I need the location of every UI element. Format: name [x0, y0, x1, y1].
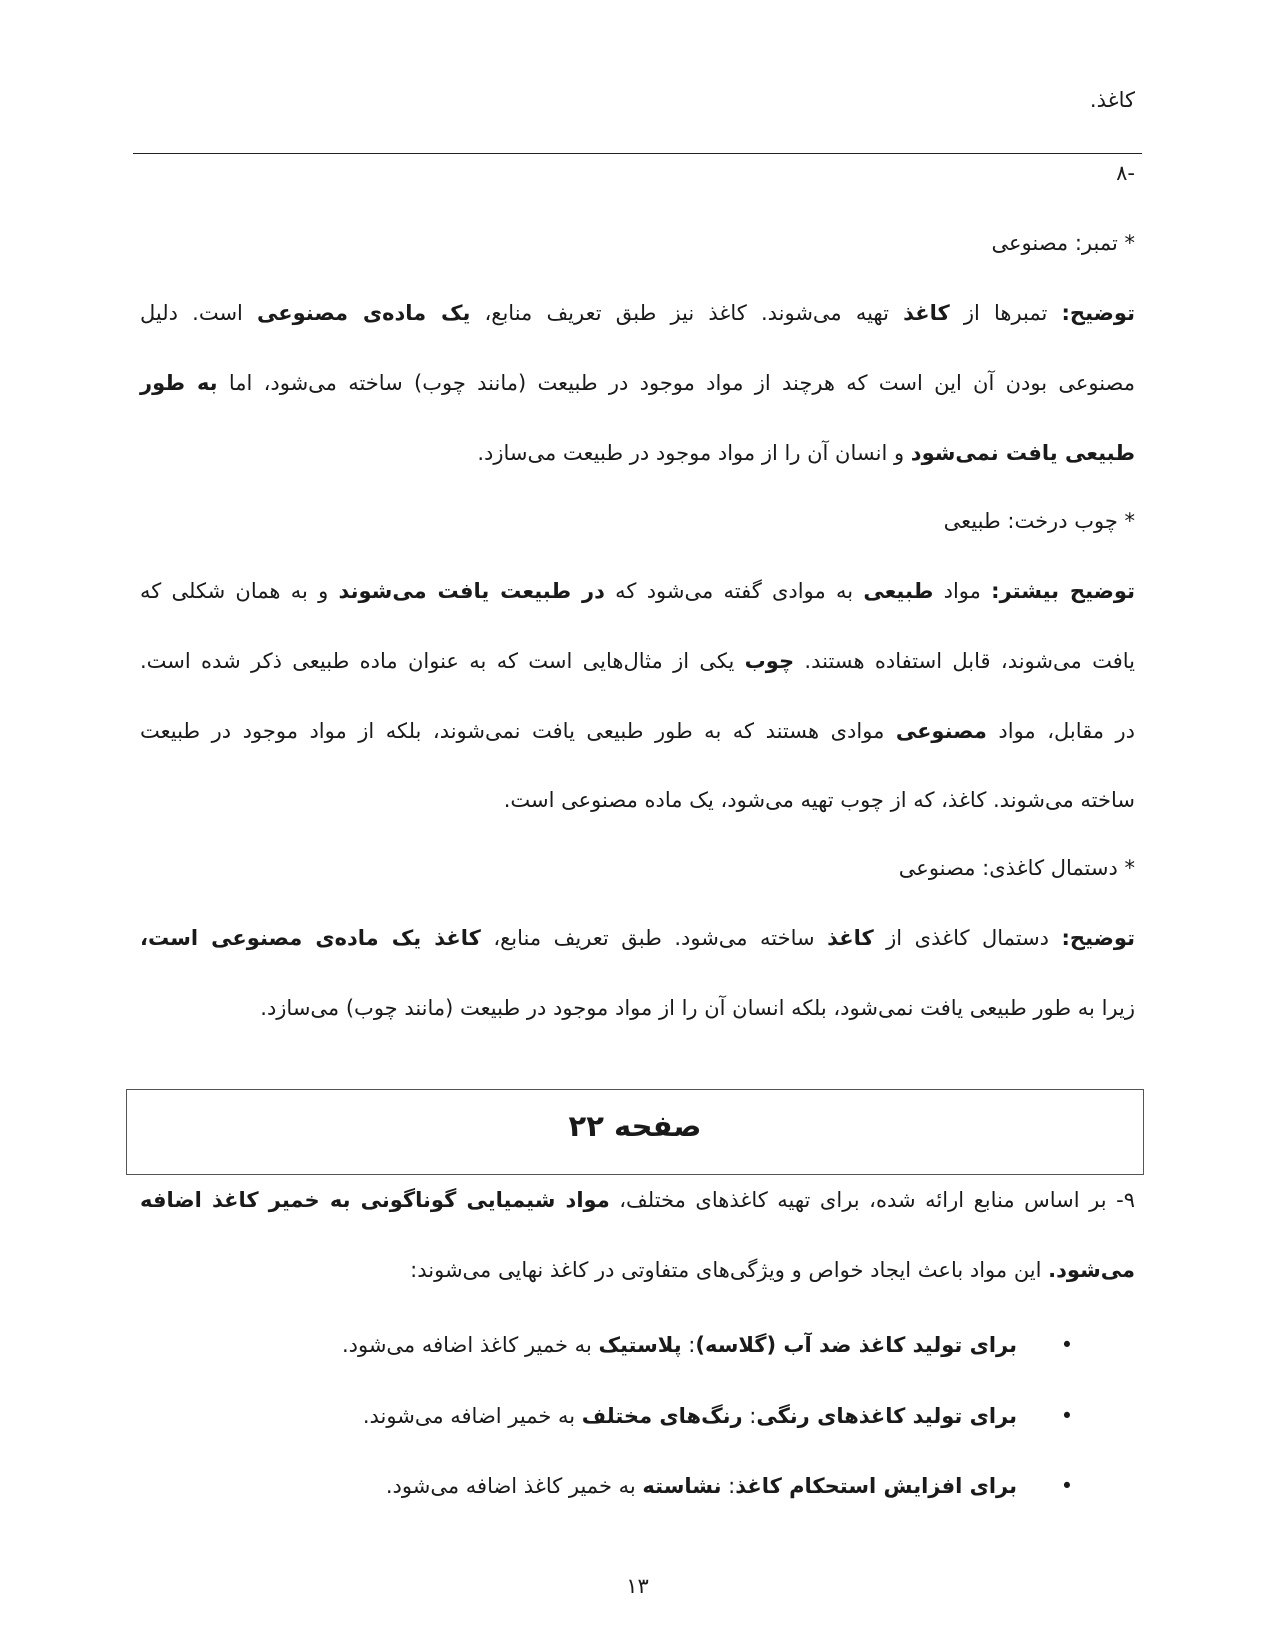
paragraph-line: توضیح: تمبرها از کاغذ تهیه می‌شوند. کاغذ نیز طبق تعریف منابع، یک ماده‌ی مصنوعی است. دلیل	[140, 301, 1135, 325]
explanation-label: توضیح بیشتر:	[991, 579, 1135, 603]
paragraph-line: ساخته می‌شوند. کاغذ، که از چوب تهیه می‌شود، یک ماده مصنوعی است.	[503, 788, 1135, 812]
explanation-label: توضیح:	[1061, 926, 1135, 950]
page-number: ۱۳	[626, 1574, 649, 1598]
paragraph-line: یافت می‌شوند، قابل استفاده هستند. چوب یکی از مثال‌هایی است که به عنوان ماده طبیعی ذکر شده است.	[140, 649, 1135, 673]
paragraph-line: زیرا به طور طبیعی یافت نمی‌شود، بلکه انسان آن را از مواد موجود در طبیعت (مانند چوب) می‌سازد.	[260, 996, 1135, 1020]
item-heading-wood: * چوب درخت: طبیعی	[943, 509, 1135, 533]
paragraph-line: می‌شود. این مواد باعث ایجاد خواص و ویژگی‌های متفاوتی در کاغذ نهایی می‌شوند:	[410, 1258, 1135, 1282]
item-heading-stamp: * تمبر: مصنوعی	[991, 231, 1135, 255]
item-heading-tissue: * دستمال کاغذی: مصنوعی	[898, 856, 1135, 880]
explanation-label: توضیح:	[1061, 301, 1135, 325]
page-heading-box	[126, 1089, 1144, 1175]
paragraph-line: در مقابل، مواد مصنوعی موادی هستند که به طور طبیعی یافت نمی‌شوند، بلکه از مواد موجود در طبیعت	[140, 719, 1135, 743]
paragraph-line: توضیح: دستمال کاغذی از کاغذ ساخته می‌شود. طبق تعریف منابع، کاغذ یک ماده‌ی مصنوعی است،	[140, 926, 1135, 950]
bullet-icon: •	[1060, 1333, 1074, 1357]
continued-text: کاغذ.	[1089, 88, 1135, 112]
paragraph-line: توضیح بیشتر: مواد طبیعی به موادی گفته می‌شود که در طبیعت یافت می‌شوند و به همان شکلی که	[140, 579, 1135, 603]
paragraph-line: طبیعی یافت نمی‌شود و انسان آن را از مواد موجود در طبیعت می‌سازد.	[477, 441, 1135, 465]
separator-rule	[133, 153, 1142, 154]
item-number: -۸	[1116, 161, 1135, 185]
page-heading: صفحه ۲۲	[568, 1109, 702, 1143]
bullet-icon: •	[1060, 1404, 1074, 1428]
bullet-icon: •	[1060, 1474, 1074, 1498]
document-page: کاغذ. -۸ * تمبر: مصنوعی توضیح: تمبرها از کاغذ تهیه می‌شوند. کاغذ نیز طبق تعریف منابع، یک ماده‌ی مصنوعی است. دلیل مصنوعی بودن آن این است که هرچند از مواد موجود در طبیعت (مانند چوب) ساخته می‌شود، اما به طور طبیعی یافت نمی‌شود و انسان آن را از مواد موجود در طبیعت می‌سازد. * چوب درخت: طبیعی توضیح بیشتر: مواد طبیعی به موادی گفته می‌شود که در طبیعت یافت می‌شوند و به همان شکلی که یافت می‌شوند، قابل استفاده هستند. چوب یکی از مثال‌هایی است که به عنوان ماده طبیعی ذکر شده است. در مقابل، مواد مصنوعی موادی هستند که به طور طبیعی یافت نمی‌شوند، بلکه از مواد موجود در طبیعت ساخته می‌شوند. کاغذ، که از چوب تهیه می‌شود، یک ماده مصنوعی است. * دستمال کاغذی: مصنوعی توضیح: دستمال کاغذی از کاغذ ساخته می‌شود. طبق تعریف منابع، کاغذ یک ماده‌ی مصنوعی است، زیرا به طور طبیعی یافت نمی‌شود، بلکه انسان آن را از مواد موجود در طبیعت (مانند چوب) می‌سازد. صفحه ۲۲ ۹- بر اساس منابع ارائه شده، برای تهیه کاغذهای مختلف، مواد شیمیایی گوناگونی به خمیر کاغذ اضافه می‌شود. این مواد باعث ایجاد خواص و ویژگی‌های متفاوتی در کاغذ نهایی می‌شوند: • برای تولید کاغذ ضد آب (گلاسه): پلاستیک به خمیر کاغذ اضافه می‌شود. • برای تولید کاغذهای رنگی: رنگ‌های مختلف به خمیر اضافه می‌شوند. • برای افزایش استحکام کاغذ: نشاسته به خمیر کاغذ اضافه می‌شود. ۱۳	[0, 0, 1275, 1650]
paragraph-line: مصنوعی بودن آن این است که هرچند از مواد موجود در طبیعت (مانند چوب) ساخته می‌شود، اما به طور	[140, 371, 1136, 395]
paragraph-line: ۹- بر اساس منابع ارائه شده، برای تهیه کاغذهای مختلف، مواد شیمیایی گوناگونی به خمیر کاغذ اضافه	[140, 1188, 1135, 1212]
